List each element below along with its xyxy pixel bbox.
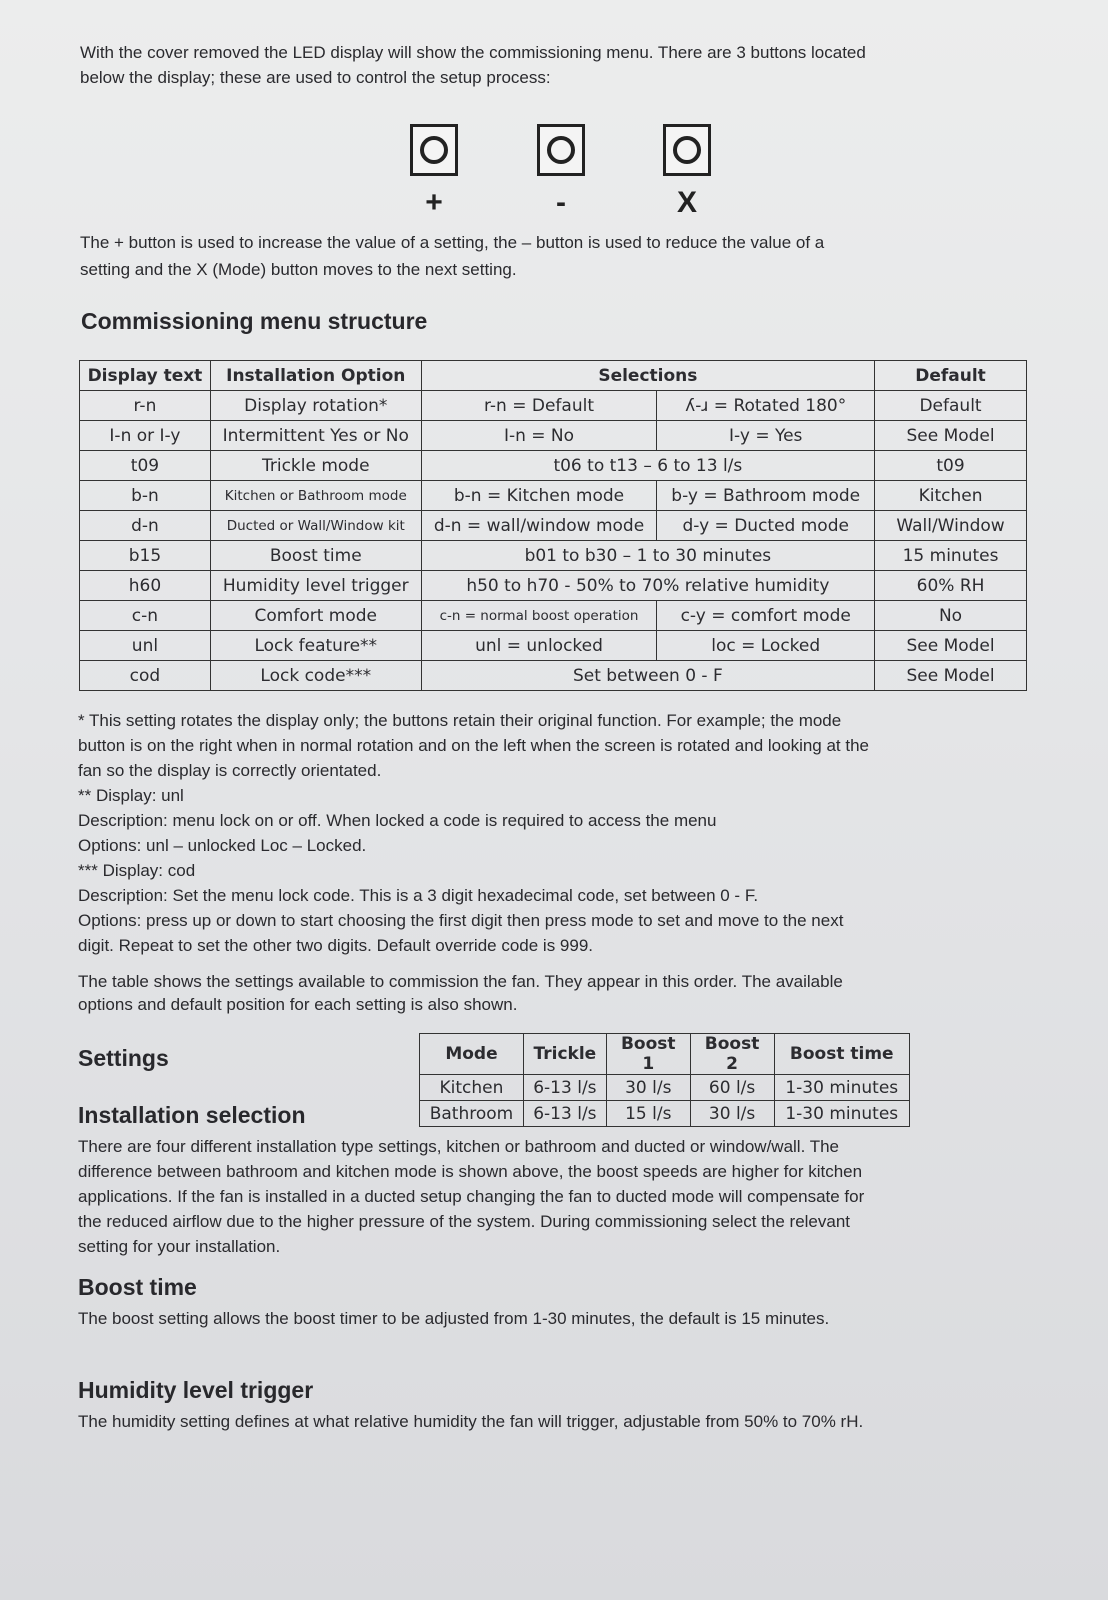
cell-selection: t06 to t13 – 6 to 13 l/s xyxy=(421,451,874,481)
boost-heading: Boost time xyxy=(78,1274,197,1300)
mode-button-graphic xyxy=(663,124,711,176)
installation-line: difference between bathroom and kitchen mode is shown above, the boost speeds are higher for kitchen xyxy=(78,1162,863,1181)
cell-display: I-n or I-y xyxy=(80,421,211,451)
cell-selection-b: loc = Locked xyxy=(657,631,875,661)
cell-mode: Kitchen xyxy=(420,1075,524,1101)
buttons-desc-line-1: The + button is used to increase the value of a setting, the – button is used to reduce the value of a xyxy=(80,233,825,252)
cell-display: b15 xyxy=(80,541,211,571)
installation-line: applications. If the fan is installed in a ducted setup changing the fan to ducted mode will compensate for xyxy=(78,1187,865,1206)
minus-button-graphic xyxy=(537,124,585,176)
note-line: * This setting rotates the display only; the buttons retain their original function. For example; the mode xyxy=(78,711,842,730)
cell-boost-time: 1-30 minutes xyxy=(774,1101,910,1127)
intro-paragraph xyxy=(80,40,1040,90)
table-row xyxy=(80,511,1027,541)
cell-trickle: 6-13 l/s xyxy=(523,1101,606,1127)
plus-symbol: + xyxy=(425,186,443,219)
buttons-desc-line-2: setting and the X (Mode) button moves to the next setting. xyxy=(80,260,517,279)
cell-boost-1: 30 l/s xyxy=(606,1075,690,1101)
plus-button-graphic xyxy=(410,124,458,176)
header-boost-time: Boost time xyxy=(774,1034,910,1075)
cell-selection-a: unl = unlocked xyxy=(421,631,657,661)
cell-default: Wall/Window xyxy=(875,511,1027,541)
cell-option: Comfort mode xyxy=(210,601,421,631)
installation-line: There are four different installation type settings, kitchen or bathroom and ducted or window/wall. The xyxy=(78,1137,840,1156)
humidity-text: The humidity setting defines at what relative humidity the fan will trigger, adjustable from 50% to 70% rH. xyxy=(78,1412,864,1431)
cell-display: r-n xyxy=(80,391,211,421)
table-row xyxy=(80,481,1027,511)
cell-selection-b: c-y = comfort mode xyxy=(657,601,875,631)
header-selections: Selections xyxy=(421,361,874,391)
cell-selection-b: I-y = Yes xyxy=(657,421,875,451)
note-line: fan so the display is correctly orientated. xyxy=(78,761,382,780)
cell-display: d-n xyxy=(80,511,211,541)
table-row xyxy=(80,631,1027,661)
cell-boost-2: 30 l/s xyxy=(690,1101,774,1127)
cell-option: Trickle mode xyxy=(210,451,421,481)
cell-default: t09 xyxy=(875,451,1027,481)
cell-option: Humidity level trigger xyxy=(210,571,421,601)
footnotes xyxy=(78,708,1058,958)
cell-default: No xyxy=(875,601,1027,631)
note-line: button is on the right when in normal rotation and on the left when the screen is rotated and looking at the xyxy=(78,736,870,755)
cell-selection: h50 to h70 - 50% to 70% relative humidity xyxy=(421,571,874,601)
note-line: Description: Set the menu lock code. This is a 3 digit hexadecimal code, set between 0 - F. xyxy=(78,886,759,905)
cell-selection: Set between 0 - F xyxy=(421,661,874,691)
cell-selection-a: c-n = normal boost operation xyxy=(421,601,657,631)
cell-selection-b: d-y = Ducted mode xyxy=(657,511,875,541)
order-paragraph xyxy=(78,970,1058,1016)
cell-default: Default xyxy=(875,391,1027,421)
cell-default: 15 minutes xyxy=(875,541,1027,571)
humidity-heading: Humidity level trigger xyxy=(78,1377,314,1403)
table-row xyxy=(80,571,1027,601)
table-row xyxy=(80,601,1027,631)
cell-option: Kitchen or Bathroom mode xyxy=(210,481,421,511)
header-boost-2: Boost 2 xyxy=(690,1034,774,1075)
buttons-description xyxy=(80,230,1040,282)
cell-default: 60% RH xyxy=(875,571,1027,601)
table-row xyxy=(80,421,1027,451)
cell-option: Intermittent Yes or No xyxy=(210,421,421,451)
note-line: ** Display: unl xyxy=(78,786,184,805)
note-line: Options: unl – unlocked Loc – Locked. xyxy=(78,836,367,855)
cell-selection: b01 to b30 – 1 to 30 minutes xyxy=(421,541,874,571)
table-row xyxy=(80,661,1027,691)
cell-trickle: 6-13 l/s xyxy=(523,1075,606,1101)
minus-symbol: - xyxy=(556,186,566,219)
cell-selection-a: r-n = Default xyxy=(421,391,657,421)
round-button-icon xyxy=(420,136,448,164)
boost-text: The boost setting allows the boost timer to be adjusted from 1-30 minutes, the default is 15 minutes. xyxy=(78,1309,830,1328)
header-installation-option: Installation Option xyxy=(210,361,421,391)
cell-selection-a: I-n = No xyxy=(421,421,657,451)
cell-display: h60 xyxy=(80,571,211,601)
installation-paragraph xyxy=(78,1134,1058,1259)
header-display-text: Display text xyxy=(80,361,211,391)
cell-selection-a: d-n = wall/window mode xyxy=(421,511,657,541)
header-trickle: Trickle xyxy=(523,1034,606,1075)
cell-boost-2: 60 l/s xyxy=(690,1075,774,1101)
round-button-icon xyxy=(547,136,575,164)
order-line-2: options and default position for each setting is also shown. xyxy=(78,995,518,1014)
mode-symbol: X xyxy=(676,186,697,219)
settings-heading: Settings xyxy=(78,1045,169,1071)
table-row xyxy=(80,451,1027,481)
header-boost-1: Boost 1 xyxy=(606,1034,690,1075)
cell-default: Kitchen xyxy=(875,481,1027,511)
settings-table xyxy=(419,1033,910,1127)
table-row xyxy=(80,541,1027,571)
cell-default: See Model xyxy=(875,421,1027,451)
table-row xyxy=(80,391,1027,421)
table-row xyxy=(420,1075,910,1101)
order-line-1: The table shows the settings available to commission the fan. They appear in this order. The available xyxy=(78,972,843,991)
cell-option: Ducted or Wall/Window kit xyxy=(210,511,421,541)
cell-default: See Model xyxy=(875,631,1027,661)
cell-selection-b: b-y = Bathroom mode xyxy=(657,481,875,511)
cell-option: Lock feature** xyxy=(210,631,421,661)
cell-boost-1: 15 l/s xyxy=(606,1101,690,1127)
cell-display: b-n xyxy=(80,481,211,511)
menu-heading: Commissioning menu structure xyxy=(81,308,428,334)
installation-line: setting for your installation. xyxy=(78,1237,281,1256)
cell-selection-b: ʎ-ɹ = Rotated 180° xyxy=(657,391,875,421)
cell-display: c-n xyxy=(80,601,211,631)
intro-line-2: below the display; these are used to control the setup process: xyxy=(80,68,551,87)
table-header-row xyxy=(420,1034,910,1075)
cell-display: t09 xyxy=(80,451,211,481)
header-default: Default xyxy=(875,361,1027,391)
note-line: digit. Repeat to set the other two digits. Default override code is 999. xyxy=(78,936,594,955)
cell-display: cod xyxy=(80,661,211,691)
note-line: Description: menu lock on or off. When locked a code is required to access the menu xyxy=(78,811,717,830)
cell-option: Lock code*** xyxy=(210,661,421,691)
cell-default: See Model xyxy=(875,661,1027,691)
cell-option: Display rotation* xyxy=(210,391,421,421)
table-row xyxy=(420,1101,910,1127)
round-button-icon xyxy=(673,136,701,164)
cell-option: Boost time xyxy=(210,541,421,571)
cell-boost-time: 1-30 minutes xyxy=(774,1075,910,1101)
table-header-row xyxy=(80,361,1027,391)
note-line: Options: press up or down to start choosing the first digit then press mode to set and move to the next xyxy=(78,911,844,930)
installation-line: the reduced airflow due to the higher pressure of the system. During commissioning select the relevant xyxy=(78,1212,851,1231)
installation-heading: Installation selection xyxy=(78,1102,306,1128)
cell-display: unl xyxy=(80,631,211,661)
cell-selection-a: b-n = Kitchen mode xyxy=(421,481,657,511)
commissioning-menu-table xyxy=(79,360,1027,691)
header-mode: Mode xyxy=(420,1034,524,1075)
intro-line-1: With the cover removed the LED display will show the commissioning menu. There are 3 buttons located xyxy=(80,43,866,62)
cell-mode: Bathroom xyxy=(420,1101,524,1127)
note-line: *** Display: cod xyxy=(78,861,196,880)
